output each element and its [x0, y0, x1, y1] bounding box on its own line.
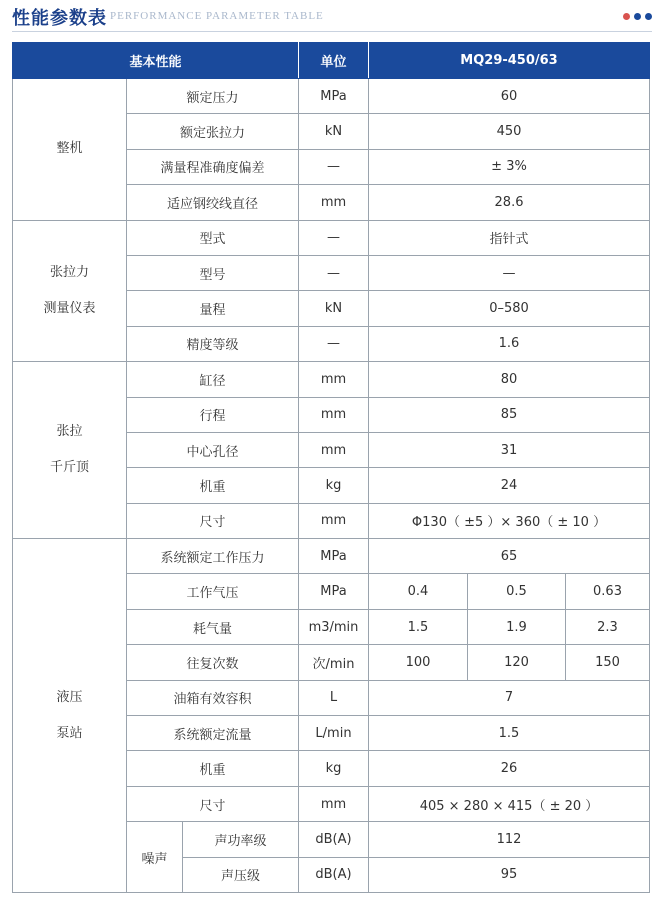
- value-cell: 1.9: [468, 609, 566, 644]
- unit-cell: dB(A): [299, 857, 369, 892]
- param-cell: 缸径: [127, 362, 299, 397]
- param-cell: 油箱有效容积: [127, 680, 299, 715]
- value-cell: 24: [369, 468, 650, 503]
- unit-cell: 次/min: [299, 645, 369, 680]
- value-cell: 26: [369, 751, 650, 786]
- param-cell: 额定压力: [127, 79, 299, 114]
- unit-cell: kN: [299, 291, 369, 326]
- value-cell: 0–580: [369, 291, 650, 326]
- header-rule: [12, 31, 652, 32]
- param-cell: 满量程准确度偏差: [127, 149, 299, 184]
- value-cell: Φ130（ ±5 ）× 360（ ± 10 ）: [369, 503, 650, 538]
- unit-cell: MPa: [299, 574, 369, 609]
- value-cell: 150: [566, 645, 650, 680]
- unit-cell: L/min: [299, 716, 369, 751]
- value-cell: 2.3: [566, 609, 650, 644]
- unit-cell: —: [299, 149, 369, 184]
- group-pump: 液压 泵站: [13, 539, 127, 893]
- param-cell: 额定张拉力: [127, 114, 299, 149]
- unit-cell: —: [299, 255, 369, 290]
- dot-1: [623, 13, 630, 20]
- decorative-dots: [623, 13, 652, 20]
- param-cell: 机重: [127, 751, 299, 786]
- table-row: [13, 220, 650, 255]
- param-cell: 系统额定流量: [127, 716, 299, 751]
- group-gauge: 张拉力 测量仪表: [13, 220, 127, 362]
- value-cell: 1.5: [369, 716, 650, 751]
- value-cell: 120: [468, 645, 566, 680]
- header-unit: 单位: [299, 43, 369, 79]
- value-cell: 0.4: [369, 574, 468, 609]
- table-header-row: [13, 43, 650, 79]
- unit-cell: mm: [299, 786, 369, 821]
- param-cell: 耗气量: [127, 609, 299, 644]
- unit-cell: kg: [299, 468, 369, 503]
- param-cell: 适应钢绞线直径: [127, 185, 299, 220]
- table-row: [13, 79, 650, 114]
- param-cell: 尺寸: [127, 503, 299, 538]
- value-cell: 60: [369, 79, 650, 114]
- value-cell: 80: [369, 362, 650, 397]
- param-cell: 往复次数: [127, 645, 299, 680]
- unit-cell: dB(A): [299, 822, 369, 857]
- page-title: 性能参数表: [12, 8, 107, 29]
- unit-cell: L: [299, 680, 369, 715]
- unit-cell: MPa: [299, 539, 369, 574]
- dot-3: [645, 13, 652, 20]
- unit-cell: mm: [299, 432, 369, 467]
- unit-cell: mm: [299, 362, 369, 397]
- unit-cell: MPa: [299, 79, 369, 114]
- unit-cell: kN: [299, 114, 369, 149]
- unit-cell: —: [299, 220, 369, 255]
- value-cell: 95: [369, 857, 650, 892]
- unit-cell: m3/min: [299, 609, 369, 644]
- value-cell: 0.63: [566, 574, 650, 609]
- table-row: [13, 362, 650, 397]
- group-jack: 张拉 千斤顶: [13, 362, 127, 539]
- table-row: [13, 539, 650, 574]
- param-cell: 中心孔径: [127, 432, 299, 467]
- value-cell: 1.6: [369, 326, 650, 361]
- unit-cell: —: [299, 326, 369, 361]
- value-cell: 指针式: [369, 220, 650, 255]
- value-cell: 450: [369, 114, 650, 149]
- value-cell: 65: [369, 539, 650, 574]
- value-cell: 0.5: [468, 574, 566, 609]
- param-cell: 声功率级: [183, 822, 299, 857]
- param-cell: 系统额定工作压力: [127, 539, 299, 574]
- value-cell: 7: [369, 680, 650, 715]
- dot-2: [634, 13, 641, 20]
- value-cell: 100: [369, 645, 468, 680]
- value-cell: 28.6: [369, 185, 650, 220]
- page-subtitle: PERFORMANCE PARAMETER TABLE: [110, 10, 324, 22]
- param-cell: 型式: [127, 220, 299, 255]
- param-cell: 声压级: [183, 857, 299, 892]
- value-cell: 31: [369, 432, 650, 467]
- value-cell: 85: [369, 397, 650, 432]
- header-model: MQ29-450/63: [369, 43, 650, 79]
- param-cell: 机重: [127, 468, 299, 503]
- value-cell: 112: [369, 822, 650, 857]
- unit-cell: kg: [299, 751, 369, 786]
- param-cell: 工作气压: [127, 574, 299, 609]
- param-cell: 行程: [127, 397, 299, 432]
- param-cell: 精度等级: [127, 326, 299, 361]
- param-cell: 量程: [127, 291, 299, 326]
- group-noise: 噪声: [127, 822, 183, 893]
- value-cell: —: [369, 255, 650, 290]
- value-cell: 1.5: [369, 609, 468, 644]
- unit-cell: mm: [299, 503, 369, 538]
- param-cell: 型号: [127, 255, 299, 290]
- value-cell: ± 3%: [369, 149, 650, 184]
- unit-cell: mm: [299, 397, 369, 432]
- unit-cell: mm: [299, 185, 369, 220]
- param-cell: 尺寸: [127, 786, 299, 821]
- value-cell: 405 × 280 × 415（ ± 20 ）: [369, 786, 650, 821]
- group-machine: 整机: [13, 79, 127, 221]
- page-header: [12, 0, 652, 36]
- parameter-table: [12, 42, 650, 893]
- header-basic-performance: 基本性能: [13, 43, 299, 79]
